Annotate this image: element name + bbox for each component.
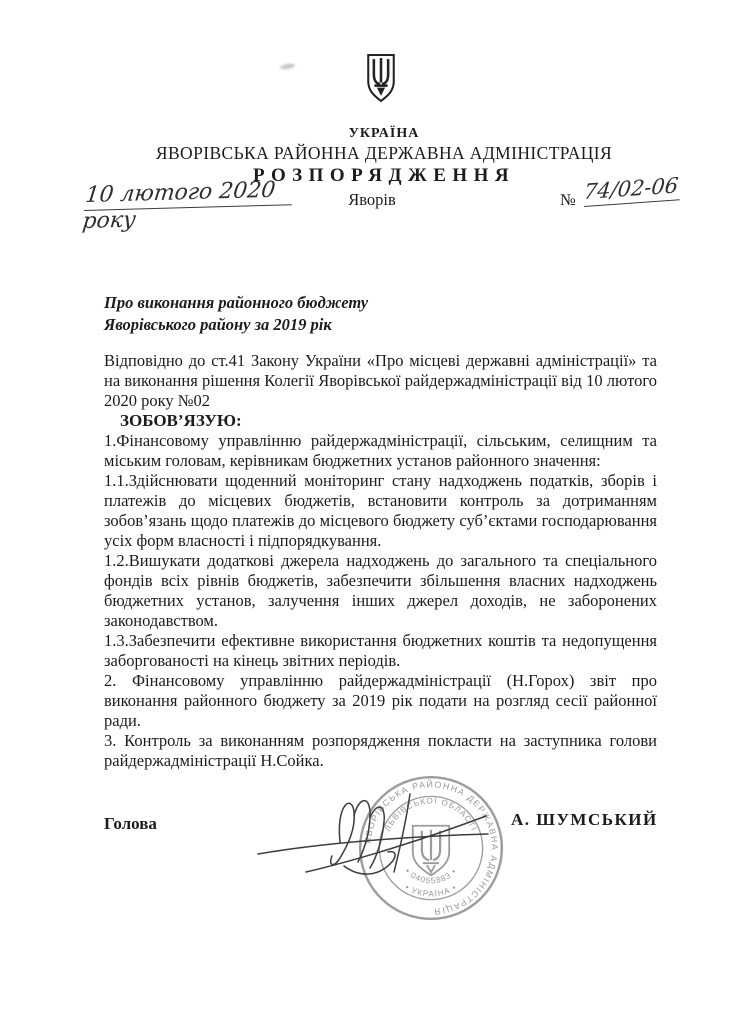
paragraph-item-1: 1.Фінансовому управлінню райдержадміністрації, сільським, селищним та міським головам, керівникам бюджетних установ районного значення: (104, 431, 657, 470)
document-title (104, 292, 664, 336)
signer-role: Голова (104, 814, 157, 833)
document-type-heading: РОЗПОРЯДЖЕННЯ (252, 165, 516, 186)
handwritten-document-number: 74/02-06 (582, 173, 680, 207)
stamp-ring-text: ЯВОРІВСЬКА РАЙОННА ДЕРЖАВНА АДМІНІСТРАЦІЯ (362, 779, 500, 917)
title-line-1: Про виконання районного бюджету (104, 293, 369, 312)
paragraph-preamble: Відповідно до ст.41 Закону України «Про місцеві державні адміністрації» та на виконання рішення Колегії Яворівської райдержадміністрації від 10 лютого 2020 року №02 (104, 351, 657, 410)
document-body (104, 351, 657, 771)
ink-smudge (280, 63, 296, 70)
paragraph-item-1-3: 1.3.Забезпечити ефективне використання бюджетних коштів та недопущення заборгованості на кінець звітних періодів. (104, 631, 657, 670)
number-sign: № (560, 190, 576, 209)
paragraph-item-1-2: 1.2.Вишукати додаткові джерела надходжень до загального та спеціального фондів всіх рівнів бюджетів, забезпечити збільшення власних надходжень бюджетних установ, залучення інших джерел доходів, не заборонених законодавством. (104, 551, 657, 630)
paragraph-item-2: 2. Фінансовому управлінню райдержадміністрації (Н.Горох) звіт про виконання районного бюджету за 2019 рік подати на розгляд сесії районної ради. (104, 671, 657, 730)
place-name: Яворів (348, 190, 396, 209)
stamp-country-text: • УКРАЇНА • (403, 881, 459, 899)
country-name: УКРАЇНА (348, 126, 420, 141)
trident-point (377, 88, 385, 96)
ukraine-trident-emblem (364, 53, 398, 104)
handwritten-date: 10 лютого 2020 року (83, 177, 292, 211)
paragraph-item-1-1: 1.1.Здійснювати щоденний моніторинг стану надходжень податків, зборів і платежів до місцевих бюджетів, встановити контроль за дотриманням зобов’язань щодо платежів до місцевого бюджету суб’єктами господарювання усіх форм власності і підпорядкування. (104, 471, 657, 550)
title-line-2: Яворівського району за 2019 рік (104, 315, 332, 334)
issuing-organization: ЯВОРІВСЬКА РАЙОННА ДЕРЖАВНА АДМІНІСТРАЦІЯ (155, 143, 613, 163)
paragraph-item-3: 3. Контроль за виконанням розпорядження покласти на заступника голови райдержадміністрації Н.Сойка. (104, 731, 657, 770)
handwritten-signature (248, 782, 498, 894)
stamp-code-text: • 04055883 • (403, 865, 459, 886)
stamp-region-text: ЛЬВІВСЬКОЇ ОБЛАСТІ (383, 796, 479, 833)
paragraph-obligate: ЗОБОВ’ЯЗУЮ: (120, 411, 242, 430)
signer-name: А. ШУМСЬКИЙ (511, 810, 658, 829)
